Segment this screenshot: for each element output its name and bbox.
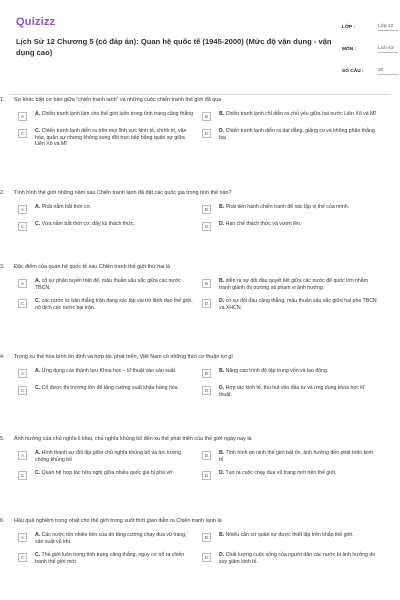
option-text: Chất lượng cuộc sống của người dân các nước bị ảnh hưởng do suy giảm kinh tế. [219,552,376,565]
option-text: Tình hình an ninh thế giới bất ổn, ảnh hưởng đến phát triển kinh tế [219,450,374,463]
question-text: Hậu quả nghiêm trọng nhất cho thế giới trong suốt thời gian diễn ra Chiến tranh lạnh là [14,518,222,524]
option-letter-box: C [18,471,27,480]
option-letter: B. [219,111,225,117]
option-letter-box: A [18,205,27,214]
option-b[interactable] [202,204,378,214]
option-letter: B. [219,532,225,538]
option-c[interactable] [18,128,194,148]
option-letter: C. [35,128,41,134]
subject-label: MÔN : [342,47,357,52]
option-d[interactable] [202,385,378,398]
header-divider [10,94,390,95]
options-list [18,278,380,311]
option-letter: B. [219,278,225,284]
option-text: Chiến tranh lạnh chỉ diễn ra chủ yếu giữa hai nước Liên Xô và Mĩ [225,111,376,117]
question-text: Tình hình thế giới những năm sau Chiến tranh lạnh đã đặt các quốc gia trong tình thế nào? [14,190,232,196]
option-letter: A. [35,450,41,456]
option-letter: C. [35,298,41,305]
option-c[interactable] [18,221,194,231]
option-c[interactable] [18,298,194,311]
option-letter-box: B [202,205,211,214]
option-letter: D. [219,552,225,559]
option-text: Chiến tranh lạnh diễn ra trên mọi lĩnh vực kinh tế, chính trị, văn hóa, quân sự nhưng không xung đột trực tiếp bằng quân sự giữa Liên Xô và Mĩ [35,128,187,148]
option-text: Cổ được thị trường lớn để tăng cường xuất khẩu hàng hóa. [41,385,180,391]
question-number: 5. [0,436,5,442]
option-text: diễn ra sự đối đầu quyết liệt giữa các nước để quốc lớn nhằm tranh giành thị trường và phạm vi ảnh hưởng. [219,278,369,291]
option-d[interactable] [202,470,378,480]
option-text: Chiến tranh lạnh diễn ra dai dẳng, giằng co và không phân thắng bại [219,128,375,141]
option-letter-box: D [202,553,211,562]
option-letter-box: D [202,222,211,231]
option-text: Nhiều căn cứ quân sự được thiết lập trên khắp thế giới. [225,532,354,538]
option-text: cổ sự phân tuyến triệt để, mâu thuẫn sâu sắc giữa các nước TBCN. [35,278,181,291]
option-text: Tạo ra cuộc chạy đua vũ trang mới trên thế giới. [225,470,337,477]
options-list [18,111,380,148]
option-d[interactable] [202,552,378,565]
option-d[interactable] [202,298,378,311]
option-letter-box: D [202,471,211,480]
count-label: SỐ CÂU : [342,69,364,74]
option-letter: B. [219,368,225,374]
option-text: Nâng cao trình độ tập trung vốn và lao động. [225,368,329,374]
option-letter: B. [219,450,225,456]
option-letter: C. [35,552,41,559]
option-letter: D. [219,298,225,305]
option-letter: A. [35,368,41,374]
option-letter-box: B [202,112,211,121]
option-a[interactable] [18,204,194,214]
option-letter: A. [35,204,41,210]
option-text: Phải tiến hành chiến tranh để xác lập vị thế của mình. [225,204,350,210]
question-4 [0,354,380,398]
options-list [18,450,380,480]
option-text: Phải nắm bắt thời cơ. [41,204,92,210]
option-a[interactable] [18,368,194,378]
question-2 [0,190,380,231]
option-text: có sự đối đầu căng thẳng, mâu thuẫn sâu sắc giữa hai phe TBCN và XHCN. [219,298,377,311]
option-text: Các nước tốn nhiều tiền của do tăng cường chạy đua vũ trang, sản xuất vũ khí. [35,532,187,545]
option-b[interactable] [202,532,378,545]
option-c[interactable] [18,385,194,398]
option-letter-box: B [202,369,211,378]
question-5 [0,436,380,480]
option-letter-box: A [18,112,27,121]
option-text: Hợp tác kinh tế, thu hút vốn đầu tư và ứng dụng khoa học kĩ thuật. [219,385,365,398]
count-value: 20 [378,66,398,75]
option-letter: C. [35,385,41,391]
meta-subject-row [342,44,398,66]
class-value: Lớp 12 [378,22,398,31]
option-letter-box: C [18,129,27,138]
option-letter: B. [219,204,225,210]
question-number: 6. [0,518,5,524]
question-text: Sự khác biệt cơ bản giữa "chiến tranh lạnh" và những cuộc chiến tranh thế giới đã qua [14,97,222,103]
options-list [18,532,380,565]
option-text: Hạn chế thách thức và vươn lên. [225,221,302,227]
worksheet-meta [342,22,398,88]
option-letter: A. [35,278,41,284]
option-a[interactable] [18,111,194,121]
option-d[interactable] [202,128,378,148]
subject-value: Lịch sử [378,44,398,53]
option-a[interactable] [18,450,194,463]
option-letter: C. [35,221,41,227]
option-b[interactable] [202,368,378,378]
option-letter: D. [219,470,225,477]
option-d[interactable] [202,221,378,231]
option-text: Vừa nắm bắt thời cơ, đẩy lùi thách thức. [41,221,135,227]
option-letter: C. [35,470,41,477]
option-b[interactable] [202,450,378,463]
question-text: Ảnh hưởng của chủ nghĩa li khai, chủ nghĩa khủng bố đến xu thế phát triển của thế giới ngày nay là [14,436,252,442]
worksheet-title: Lịch Sử 12 Chương 5 (có đáp án): Quan hệ quốc tế (1945-2000) (Mức độ vận dụng - vận dụng cao) [16,37,332,57]
option-c[interactable] [18,470,194,480]
option-letter: D. [219,385,225,391]
question-number: 3. [0,264,5,270]
option-letter-box: A [18,533,27,542]
options-list [18,368,380,398]
option-c[interactable] [18,552,194,565]
option-letter-box: C [18,553,27,562]
option-text: Chiến tranh lạnh làm cho thế giới luôn trong tình trạng căng thẳng [41,111,193,117]
option-letter: A. [35,111,41,117]
class-label: LỚP : [342,25,356,30]
worksheet-header [10,10,394,92]
option-text: các nước tư bản thắng trận đang xác lập vai trò lãnh đạo thế giới, nô dịch các nước bại trận. [35,298,193,311]
option-letter-box: B [202,279,211,288]
meta-class-row [342,22,398,44]
question-number: 1. [0,97,5,103]
option-b[interactable] [202,278,378,291]
question-3 [0,264,380,311]
option-letter-box: A [18,279,27,288]
option-text: Ứng dụng các thành tựu Khoa học – kĩ thuật vào sản xuất. [41,368,177,374]
option-letter-box: C [18,299,27,308]
meta-count-row [342,66,398,88]
option-letter-box: D [202,299,211,308]
question-text: Đặc điểm của quan hệ quốc tế sau Chiến tranh thế giới thứ hai là [14,264,171,270]
options-list [18,204,380,231]
option-letter: D. [219,221,225,227]
option-b[interactable] [202,111,378,121]
option-letter-box: C [18,222,27,231]
option-text: Hình thành sự đối lập giữa chủ nghĩa khủng bố và lực lượng chống khủng bố [35,450,181,463]
question-number: 2. [0,190,5,196]
option-letter-box: D [202,386,211,395]
question-6 [0,518,380,565]
option-letter-box: C [18,386,27,395]
option-letter-box: A [18,369,27,378]
option-a[interactable] [18,532,194,545]
option-a[interactable] [18,278,194,291]
question-1 [0,97,380,148]
quizizz-logo: Quizizz [16,16,56,28]
question-number: 4. [0,354,5,360]
option-letter-box: D [202,129,211,138]
option-letter-box: B [202,533,211,542]
option-letter-box: B [202,451,211,460]
option-text: Thế giới luôn trong tình trạng căng thẳng, nguy cơ nổ ra chiến tranh thế giới mới. [35,552,185,565]
question-text: Trong xu thế hòa bình ổn định và hợp tác phát triển, Việt Nam có những thời cơ thuận lợi gì [14,354,233,360]
option-letter: A. [35,532,41,538]
option-letter: D. [219,128,225,134]
option-letter-box: A [18,451,27,460]
option-text: Quan hệ hợp tác hữu nghị giữa nhiều quốc gia bị phá vỡ [41,470,173,477]
